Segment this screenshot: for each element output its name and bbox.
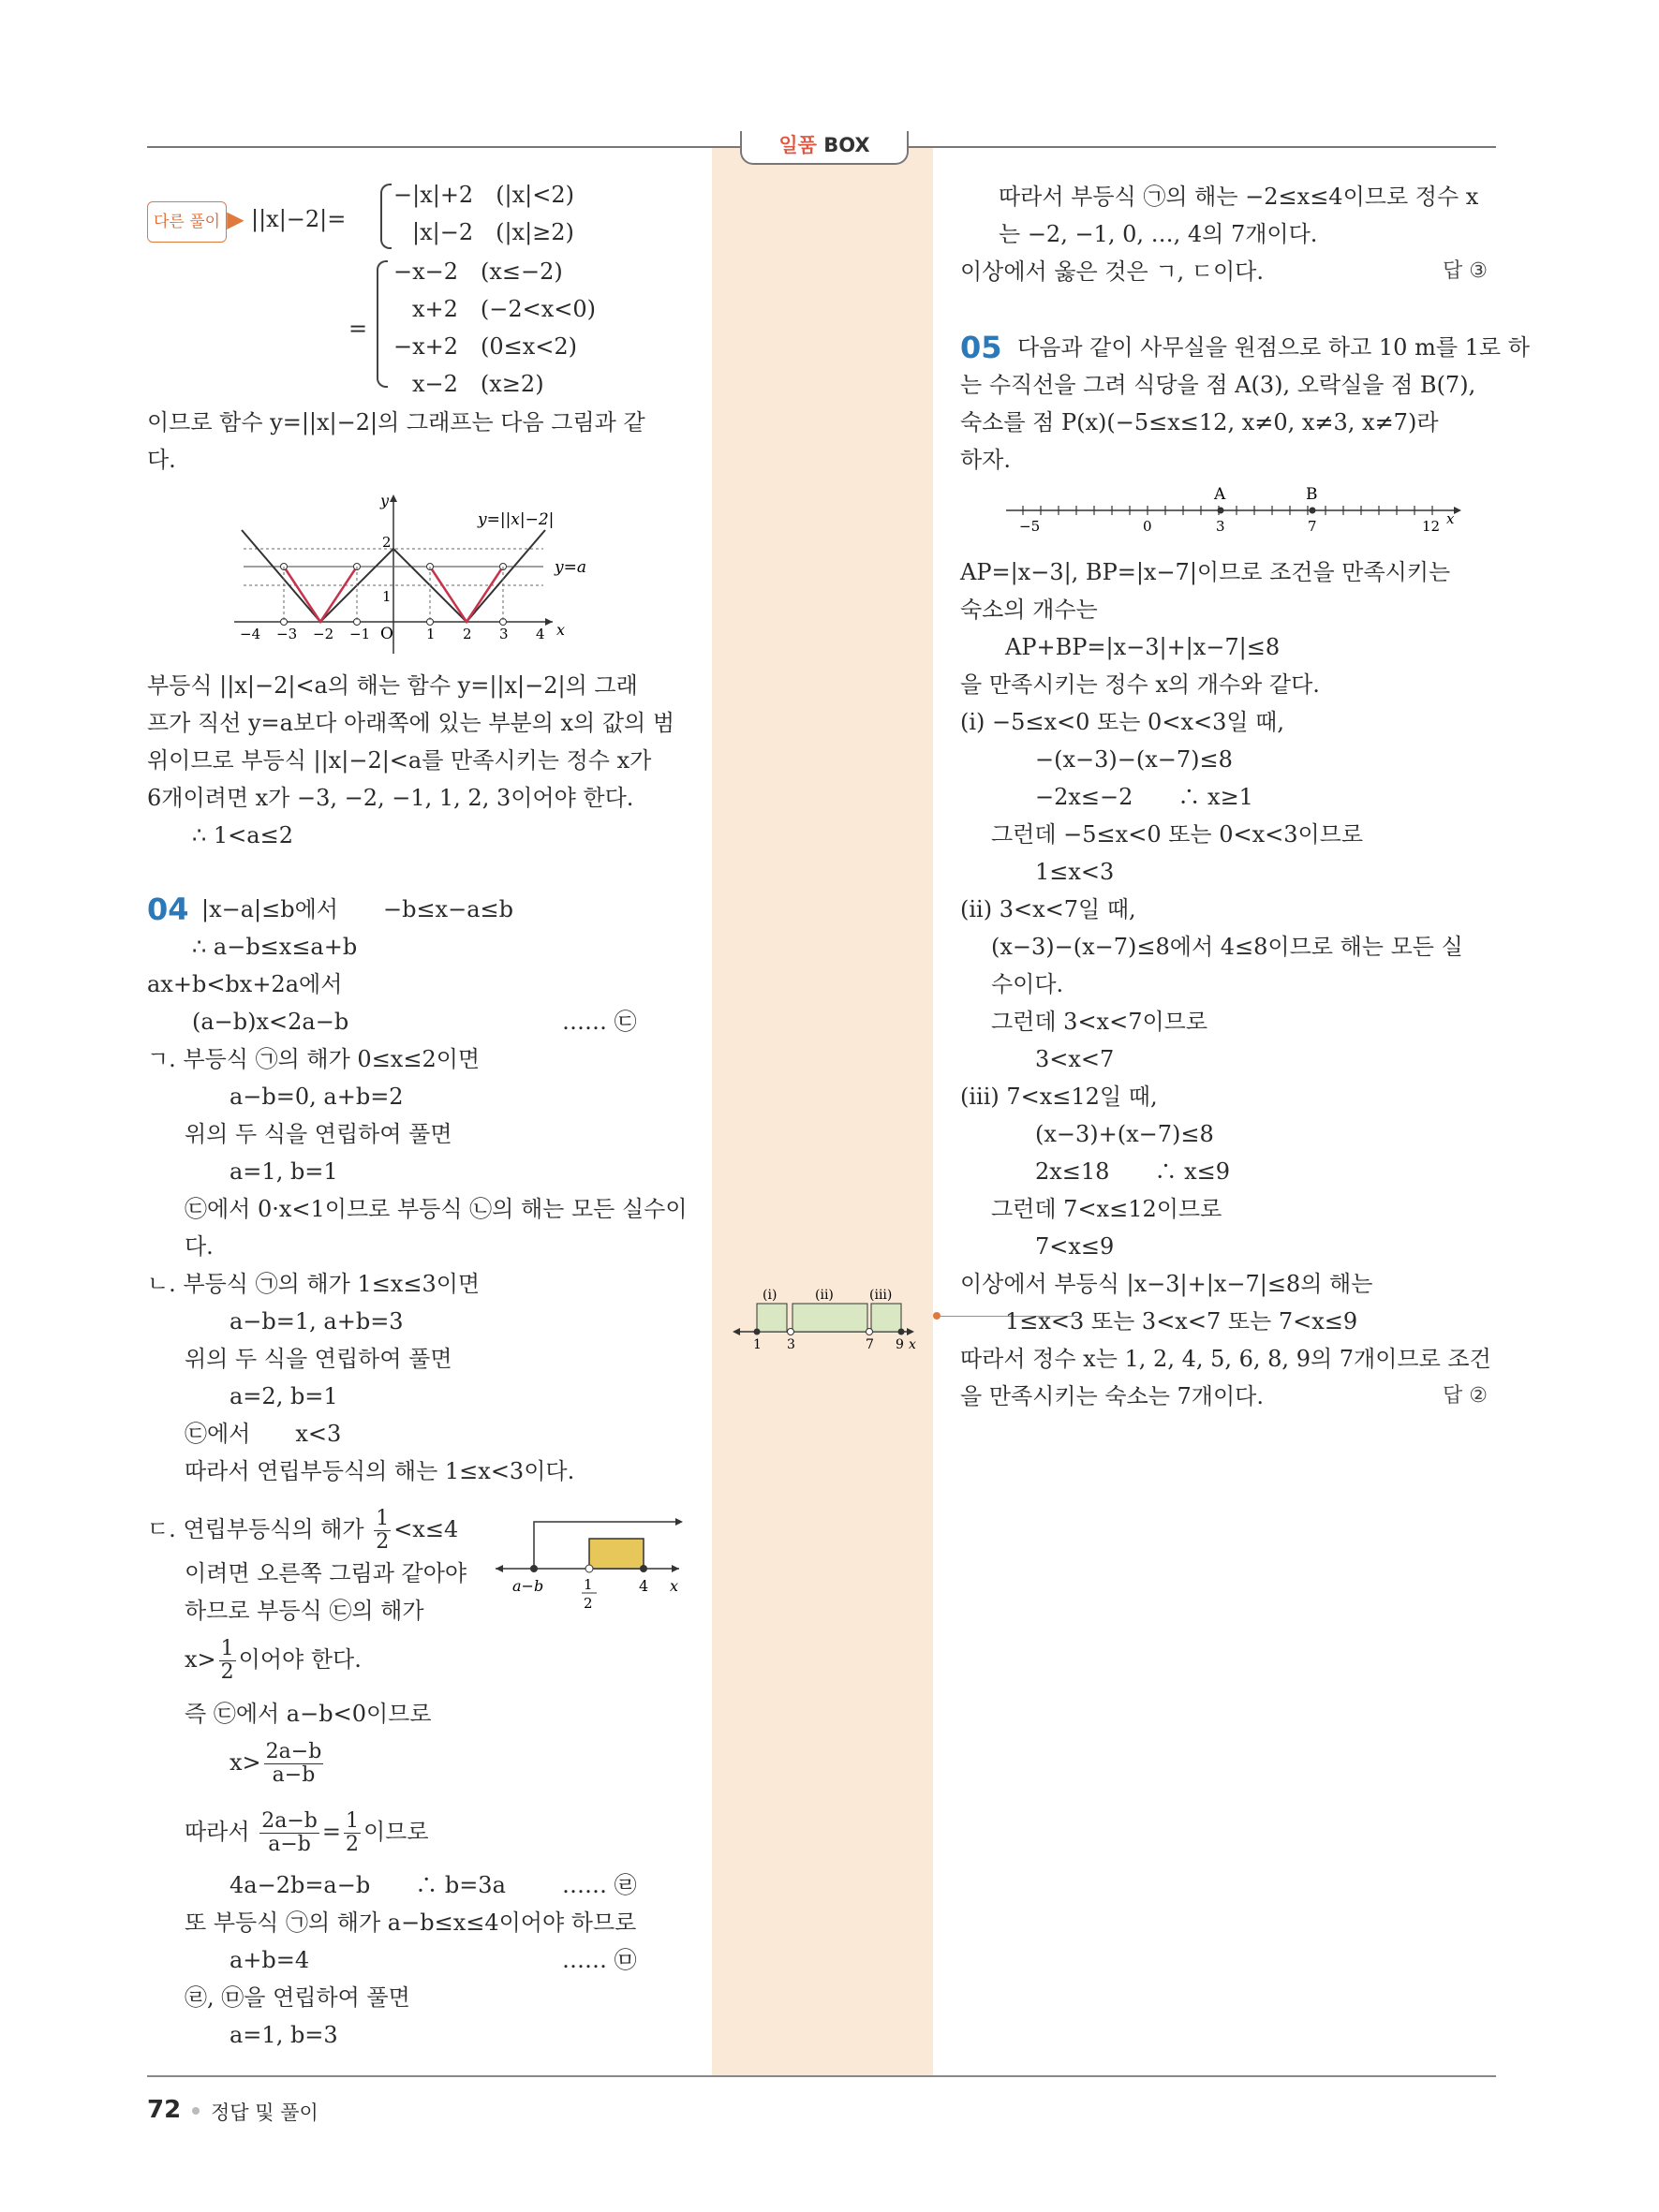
alt-case2-0: −x−2 (x≤−2) [393,258,563,285]
y-tick: 2 [382,534,392,551]
nl-tick: 12 [1422,518,1441,535]
r-body: 을 만족시키는 숙소는 7개이다. [960,1383,1264,1409]
para-2-conclusion: ∴ 1<a≤2 [192,822,293,848]
r-body: 따라서 정수 x는 1, 2, 4, 5, 6, 8, 9의 7개이므로 조건 [960,1346,1491,1372]
q04-line: a=1, b=1 [230,1158,338,1185]
box-label: (ii) [815,1288,834,1303]
para-1b: 다. [147,447,176,473]
r-body: 2x≤18 ∴ x≤9 [1035,1158,1230,1185]
q05-line: 는 수직선을 그려 식당을 점 A(3), 오락실을 점 B(7), [960,372,1476,398]
graph-curve-label: y=||x|−2| [478,510,555,529]
connector-dot [933,1312,941,1320]
q04-line: a−b=1, a+b=3 [230,1308,404,1335]
y-tick: 1 [382,588,392,605]
r-body: 1≤x<3 또는 3<x<7 또는 7<x≤9 [1005,1308,1358,1335]
alt-case1-0: −|x|+2 (|x|<2) [393,182,575,208]
alt-case2-3: x−2 (x≥2) [412,371,544,397]
r-body: (i) −5≤x<0 또는 0<x<3일 때, [960,709,1284,735]
d-line-12: a=1, b=3 [230,2022,338,2048]
alt-case2-2: −x+2 (0≤x<2) [393,333,578,360]
r-top-line: 이상에서 옳은 것은 ㄱ, ㄷ이다. [960,258,1264,285]
q05-numberline [1002,482,1471,538]
q04-line: 위의 두 식을 연립하여 풀면 [185,1346,452,1372]
para-2-line: 부등식 ||x|−2|<a의 해는 함수 y=||x|−2|의 그래 [147,672,638,699]
graph-line-label: y=a [555,558,586,577]
nl-tick: 7 [1308,518,1317,535]
box-tick: 7 [866,1337,874,1352]
x-tick: −4 [240,626,261,642]
interval-figure [492,1512,689,1625]
q04-line: ∴ a−b≤x≤a+b [192,934,358,960]
point-b [1310,508,1316,514]
brace-2 [377,260,388,388]
box-column-bg [712,148,933,2075]
alt-case2-1: x+2 (−2<x<0) [412,296,597,322]
d-line-8: 4a−2b=a−b ∴ b=3a [230,1872,506,1898]
box-tick: 3 [787,1337,795,1352]
fig-four: 4 [639,1577,649,1595]
graph-origin: O [380,625,393,643]
r-body: 그런데 3<x<7이므로 [991,1009,1208,1035]
box-numberline [733,1283,920,1358]
q04-line: ax+b<bx+2a에서 [147,971,343,997]
r-body: (iii) 7<x≤12일 때, [960,1084,1158,1110]
box-tab [740,131,909,165]
nl-tick: −5 [1019,518,1041,535]
r-body: (x−3)+(x−7)≤8 [1035,1121,1214,1147]
r-body: 7<x≤9 [1035,1233,1115,1260]
x-tick: 1 [426,626,436,642]
point-a [1218,508,1224,514]
label-b: B [1306,485,1318,504]
x-tick: 4 [536,626,545,642]
r-body: 1≤x<3 [1035,859,1115,885]
box-tick: 1 [753,1337,762,1352]
d-line-10: a+b=4 [230,1947,310,1973]
q04-line: 따라서 연립부등식의 해는 1≤x<3이다. [185,1458,575,1484]
para-2-line: 프가 직선 y=a보다 아래쪽에 있는 부분의 x의 값의 범 [147,710,675,736]
answer-1: 답 ③ [1443,259,1488,283]
box-x: x [909,1337,916,1352]
nl-tick: 3 [1216,518,1225,535]
r-body: −2x≤−2 ∴ x≥1 [1035,784,1253,810]
para-2-line: 6개이려면 x가 −3, −2, −1, 1, 2, 3이어야 한다. [147,785,634,811]
r-top-line: 따라서 부등식 ㉠의 해는 −2≤x≤4이므로 정수 x [999,184,1479,210]
alt-tag: 다른 풀이 ▶ [147,200,244,243]
page-number: 72 [147,2096,182,2124]
q05-number: 05 [960,330,1002,365]
q04-line: ㄱ. 부등식 ㉠의 해가 0≤x≤2이면 [147,1046,481,1072]
graph-red-right [430,567,503,622]
r-body: (ii) 3<x<7일 때, [960,896,1136,922]
fig-half-den: 2 [584,1595,593,1612]
d-line-3: 하므로 부등식 ㉢의 해가 [185,1598,424,1624]
d-line-1: ㄷ. 연립부등식의 해가 $\frac{1}{2}$ <x≤4 [147,1507,459,1554]
q04-line: ㉢에서 x<3 [185,1421,342,1447]
x-tick: −2 [313,626,334,642]
r-body: 그런데 7<x≤12이므로 [991,1196,1222,1222]
box-label: (i) [763,1288,778,1303]
q04-number: 04 [147,892,189,927]
q05-line: 다음과 같이 사무실을 원점으로 하고 10 m를 1로 하 [1017,334,1530,361]
brace-1 [380,184,392,249]
d-line-11: ㉣, ㉤을 연립하여 풀면 [185,1984,410,2011]
x-tick: −1 [349,626,371,642]
r-body: 그런데 −5≤x<0 또는 0<x<3이므로 [991,821,1364,848]
d-line-7: 따라서 $\frac{2a-b}{a-b}$ = $\frac{1}{2}$ 이므로 [185,1809,429,1856]
nl-tick: 0 [1143,518,1152,535]
r-body: AP=|x−3|, BP=|x−7|이므로 조건을 만족시키는 [960,559,1451,585]
r-body: 숙소의 개수는 [960,597,1098,623]
q04-line: (a−b)x<2a−b [192,1009,349,1035]
q04-line: a−b=0, a+b=2 [230,1084,404,1110]
d-line-9: 또 부등식 ㉠의 해가 a−b≤x≤4이어야 하므로 [185,1910,637,1936]
alt-case1-1: |x|−2 (|x|≥2) [412,219,574,245]
footer-rule [147,2075,1496,2077]
nl-x: x [1446,510,1455,527]
d-line-4: x> $\frac{1}{2}$ 이어야 한다. [185,1637,362,1684]
d-line-6: x> $\frac{2a-b}{a-b}$ [230,1740,322,1787]
mark-e: …… ㉤ [562,1947,637,1973]
graph-x-label: x [556,621,566,639]
mark-d: …… ㉣ [562,1872,637,1898]
answer-2: 답 ② [1443,1384,1488,1408]
r-body: (x−3)−(x−7)≤8에서 4≤8이므로 해는 모든 실 [991,934,1463,960]
x-tick: −3 [276,626,298,642]
mark-c: …… ㉢ [562,1009,637,1035]
footer-dot [192,2107,200,2115]
q05-line: 숙소를 점 P(x)(−5≤x≤12, x≠0, x≠3, x≠7)라 [960,409,1439,435]
x-tick: 3 [499,626,509,642]
r-body: −(x−3)−(x−7)≤8 [1035,746,1233,773]
label-a: A [1214,485,1226,504]
fig-x: x [670,1577,679,1595]
graph-y-label: y [380,492,390,509]
alt-lhs: ||x|−2|= [251,206,347,232]
para-1: 이므로 함수 y=||x|−2|의 그래프는 다음 그림과 같 [147,409,645,435]
r-body: 3<x<7 [1035,1046,1115,1072]
box-label-2: BOX [823,134,870,156]
abs-graph [225,487,618,656]
r-body: AP+BP=|x−3|+|x−7|≤8 [1005,634,1281,660]
q04-line: a=2, b=1 [230,1383,338,1409]
footer-label: 정답 및 풀이 [211,2101,318,2124]
box-label-1: 일품 [778,134,817,156]
fig-half-num: 1 [584,1576,593,1593]
d-line-2: 이려면 오른쪽 그림과 같아야 [185,1560,467,1586]
r-top-line: 는 −2, −1, 0, …, 4의 7개이다. [999,221,1318,247]
graph-red-left [284,567,357,622]
q04-line: ㄴ. 부등식 ㉠의 해가 1≤x≤3이면 [147,1271,481,1297]
r-body: 을 만족시키는 정수 x의 개수와 같다. [960,671,1320,698]
alt-eq: = [348,316,368,342]
fig-ab-label: a−b [512,1577,544,1595]
x-tick: 2 [463,626,472,642]
d-line-5: 즉 ㉢에서 a−b<0이므로 [185,1701,432,1727]
r-body: 수이다. [991,971,1064,997]
solution-interval [589,1539,644,1569]
q04-line: |x−a|≤b에서 −b≤x−a≤b [201,896,513,922]
box-tick: 9 [896,1337,904,1352]
box-label: (iii) [869,1288,893,1303]
q04-line: ㉢에서 0·x<1이므로 부등식 ㉡의 해는 모든 실수이 [185,1196,688,1222]
para-2-line: 위이므로 부등식 ||x|−2|<a를 만족시키는 정수 x가 [147,747,652,774]
q04-line: 다. [185,1233,214,1260]
r-body: 이상에서 부등식 |x−3|+|x−7|≤8의 해는 [960,1271,1373,1297]
q05-line: 하자. [960,447,1011,473]
q04-line: 위의 두 식을 연립하여 풀면 [185,1121,452,1147]
